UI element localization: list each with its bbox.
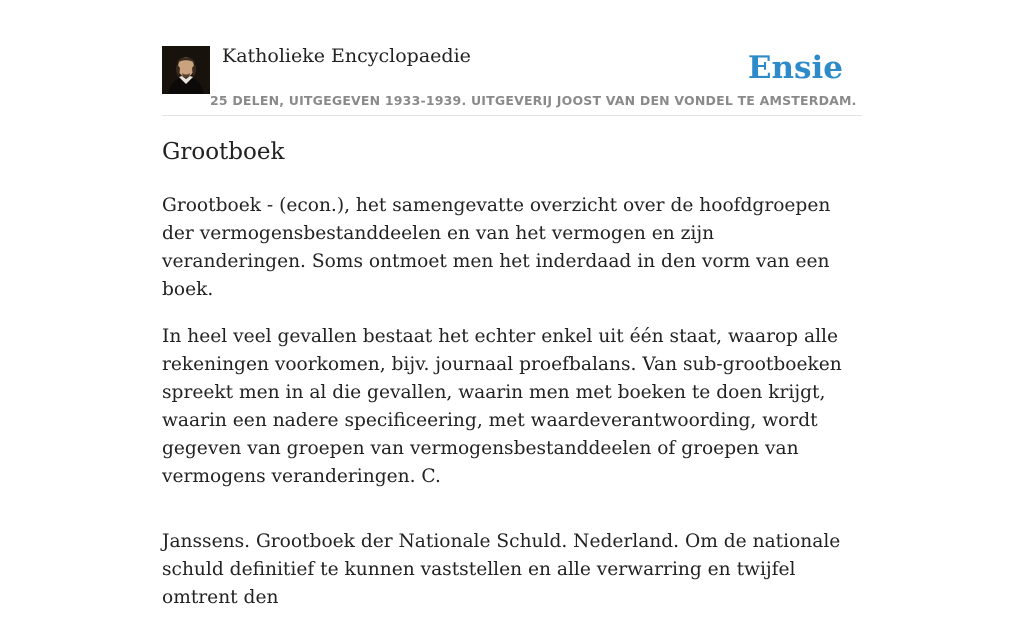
portrait-avatar-icon [162,46,210,94]
ensie-logo-link[interactable]: Ensie [747,50,843,86]
source-avatar[interactable] [162,46,210,94]
page-container [162,0,862,608]
source-subtitle: 25 DELEN, UITGEGEVEN 1933-1939. UITGEVERIJ JOOST VAN DEN VONDEL TE AMSTERDAM. [210,93,857,108]
source-title[interactable]: Katholieke Encyclopaedie [222,45,471,67]
entry-paragraph: Janssens. Grootboek der Nationale Schuld. Nederland. Om de nationale schuld definitief te kunnen vaststellen en alle verwarring en twijfel omtrent den [162,531,841,608]
entry-title: Grootboek [162,139,285,165]
source-header [162,0,862,116]
entry-paragraph: In heel veel gevallen bestaat het echter enkel uit één staat, waarop alle rekeningen voorkomen, bijv. journaal proefbalans. Van sub-grootboeken spreekt men in al die gevallen, waarin men met boeken te doen krijgt, waarin een nadere specificeering, met waardeverantwoording, wordt gegeven van groepen van vermogensbestanddeelen of groepen van vermogens veranderingen. C. [162,326,842,487]
entry-paragraph: Grootboek - (econ.), het samengevatte overzicht over de hoofdgroepen der vermogensbestanddeelen en van het vermogen en zijn veranderingen. Soms ontmoet men het inderdaad in den vorm van een boek. [162,195,831,300]
entry-body [162,192,862,631]
